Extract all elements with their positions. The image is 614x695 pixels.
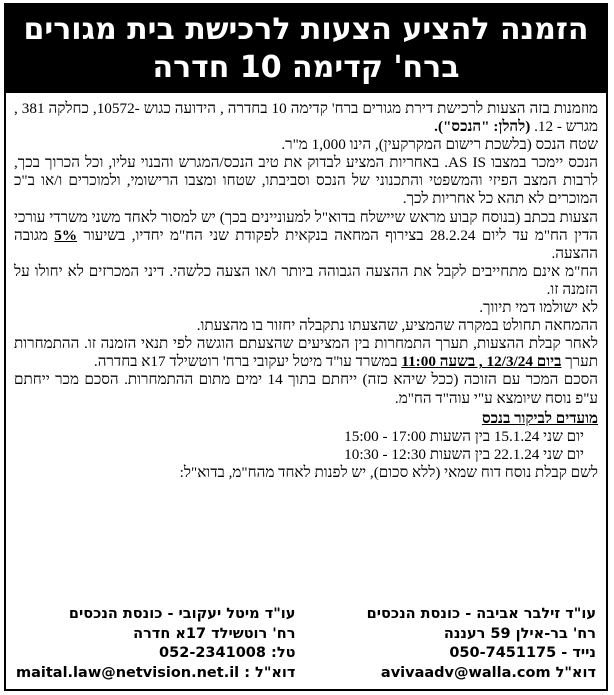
receiver-phone-line [16,644,295,664]
bidding-location: במשרד עו"ד מיטל יעקובי ברח' רוטשילד 17א בחדרה. [93,353,402,371]
notice-title-line2: ברח' קדימה 10 חדרה [152,50,460,85]
offers-text: הצעות בכתב (בנוסח קבוע מראש שיישלח בדוא"ל למעוניינים בכך) יש למסור לאחד משני משרדי עורכי הדין הח"מ עד ליום 28.2.24 בצירוף המחאה בנקאית לפקודת שני הח"מ יחדיו, בשיעור [14,208,598,244]
receiver-name: עו"ד זילבר אביבה - כונסת הנכסים [366,606,596,622]
receiver-address: רח' בר-אילן 59 רעננה [443,625,596,642]
notice-header [6,5,606,93]
visit-slot-1: יום שני 15.1.24 בין השעות 17:00 - 15:00 [344,427,584,445]
paragraph-offers [14,209,598,263]
paragraph-bidding [14,335,598,371]
receiver-phone: 050-7451175 [449,645,557,661]
deposit-percent: 5% [54,226,78,244]
receiver-email-line [16,664,295,684]
paragraph-area: שטח הנכס (בלשכת רישום המקרקעין), הינו 1,000 מ"ר. [281,136,598,154]
receiver-address: רח' רוטשילד 17א חדרה [133,625,296,642]
bidding-text: לאחר קבלת ההצעות, תערך התמחרות בין המציעים שהצעתם הוגשה לפי תנאי הזמנה זו. ההתמחרות תערך [14,335,598,371]
paragraph-property-details [14,100,598,136]
paragraph-as-is: הנכס יימכר במצבו AS IS. באחריות המציע לבדוק את טיב הנכס/המגרש והבנוי עליו, וכל הכרוך בכך, לרבות המצב הפיזי והמשפטי והתכנוני של הנכס וסביבתו, שטחו ומצבו הרישומי, ולמוכרים ו/או ב"כ המוכרים לא תהא כל אחריות לכך. [14,154,599,208]
paragraph-no-obligation: הח"מ אינם מתחייבים לקבל את ההצעה הגבוהה ביותר ו/או הצעה כלשהי. דיני המכרזים לא יחולו על הזמנה זו. [14,262,598,298]
property-details-text: מוזמנות בזה הצעות לרכישת דירת מגורים ברח' קדימה 10 בחדרה , הידועה כגוש -10572, כחלקה 381 , מגרש - 12. [14,100,598,136]
email-label: דוא"ל [550,664,596,681]
visit-slot-2: יום שני 22.1.24 בין השעות 12:30 - 10:30 [344,445,584,463]
paragraph-appraisal: לשם קבלת נוסח דוח שמאי (ללא סכום), יש לפנות לאחד מהח"מ, בדוא"ל: [179,463,598,481]
paragraph-contract: הסכם המכר עם הזוכה (ככל שיהא כזה) ייחתם בתוך 14 ימים מתום ההתמחרות. הסכם מכר ייחתם ע"פ נוסח שיומצא ע"י עוה"ד הח"מ. [14,371,598,407]
notice-frame [4,3,608,691]
visits-title: מועדים לביקור בנכס [481,409,598,427]
receiver-email-line [367,664,596,684]
email-label: דוא"ל : [239,664,296,681]
receiver-email[interactable]: avivaadv@walla.com [380,664,551,681]
offers-text-end: מגובה ההצעה. [14,226,598,262]
phone-label: טל: [265,645,296,661]
notice-body [6,93,606,482]
signature-left [16,605,295,683]
property-alias: (להלן: "הנכס"). [434,118,531,136]
visit-schedule [14,410,598,464]
paragraph-forfeit: ההמחאה תחולט במקרה שהמציע, שהצעתו נתקבלה יחזור בו מהצעתו. [196,317,598,335]
signatures [6,605,606,683]
receiver-name: עו"ד מיטל יעקובי - כונסת הנכסים [68,606,296,622]
signature-right [367,605,596,683]
receiver-email[interactable]: maital.law@netvision.net.il [16,664,240,681]
receiver-phone-line [367,644,596,664]
receiver-phone: 052-2341008 [159,645,266,661]
bidding-date: ביום 12/3/24 , בשעה 11:00 [401,353,562,371]
notice-title-line1: הזמנה להציע הצעות לרכישת בית מגורים [23,12,589,47]
phone-label: נייד - [556,645,596,661]
paragraph-no-brokerage: לא ישולמו דמי תיווך. [479,299,598,317]
